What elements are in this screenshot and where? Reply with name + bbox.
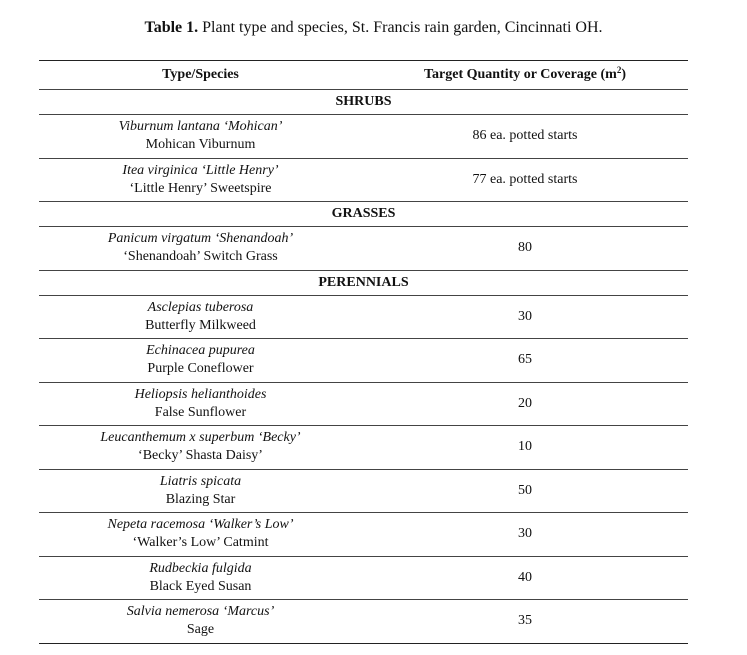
header-type-species: Type/Species	[162, 67, 239, 82]
table-row	[39, 158, 688, 202]
table-row	[39, 295, 688, 339]
table-row	[39, 512, 688, 556]
common-name: ‘Shenandoah’ Switch Grass	[123, 249, 278, 265]
caption-text: Plant type and species, St. Francis rain garden, Cincinnati OH.	[198, 19, 603, 36]
scientific-name: Heliopsis helianthoides	[134, 386, 267, 402]
species-cell	[39, 516, 362, 552]
section-header-perennials: PERENNIALS	[39, 270, 688, 295]
species-cell	[39, 560, 362, 596]
common-name: Sage	[186, 622, 215, 638]
scientific-name: Viburnum lantana ‘Mohican’	[118, 119, 283, 135]
scientific-name: Asclepias tuberosa	[147, 299, 254, 315]
scientific-name: Nepeta racemosa ‘Walker’s Low’	[107, 517, 294, 533]
caption-label: Table 1.	[144, 19, 199, 36]
header-close-paren: )	[621, 67, 627, 82]
table-row	[39, 556, 688, 600]
species-cell	[39, 342, 362, 378]
species-cell	[39, 429, 362, 465]
common-name: Purple Coneflower	[147, 361, 254, 377]
quantity-cell: 20	[518, 395, 532, 411]
quantity-cell: 80	[518, 240, 532, 256]
quantity-cell: 77 ea. potted starts	[472, 171, 578, 187]
section-header-shrubs: SHRUBS	[39, 89, 688, 114]
table-caption	[0, 18, 747, 38]
quantity-cell: 30	[518, 308, 532, 324]
common-name: ‘Becky’ Shasta Daisy’	[138, 448, 263, 464]
species-cell	[39, 299, 362, 335]
species-cell	[39, 162, 362, 198]
quantity-cell: 35	[518, 613, 532, 629]
scientific-name: Leucanthemum x superbum ‘Becky’	[100, 430, 301, 446]
species-cell	[39, 230, 362, 266]
scientific-name: Itea virginica ‘Little Henry’	[122, 162, 279, 178]
scientific-name: Liatris spicata	[159, 473, 242, 489]
table-row	[39, 226, 688, 270]
species-cell	[39, 386, 362, 422]
common-name: Mohican Viburnum	[145, 137, 256, 153]
table-row	[39, 382, 688, 426]
quantity-cell: 86 ea. potted starts	[472, 128, 578, 144]
table-row	[39, 114, 688, 158]
table-body	[39, 89, 688, 643]
quantity-cell: 50	[518, 482, 532, 498]
scientific-name: Salvia nemerosa ‘Marcus’	[126, 604, 275, 620]
header-target-quantity-text: Target Quantity or Coverage (m	[423, 67, 617, 82]
quantity-cell: 30	[518, 526, 532, 542]
table-row	[39, 425, 688, 469]
common-name: ‘Little Henry’ Sweetspire	[129, 180, 272, 196]
common-name: ‘Walker’s Low’ Catmint	[132, 535, 269, 551]
common-name: Black Eyed Susan	[149, 578, 252, 594]
scientific-name: Echinacea pupurea	[146, 343, 255, 359]
common-name: False Sunflower	[154, 404, 247, 420]
plant-table	[39, 60, 688, 644]
scientific-name: Rudbeckia fulgida	[149, 560, 252, 576]
species-cell	[39, 118, 362, 154]
species-cell	[39, 603, 362, 639]
table-row	[39, 469, 688, 513]
quantity-cell: 65	[518, 352, 532, 368]
scientific-name: Panicum virgatum ‘Shenandoah’	[107, 231, 294, 247]
section-header-grasses: GRASSES	[39, 201, 688, 226]
common-name: Blazing Star	[165, 491, 236, 507]
quantity-cell: 10	[518, 439, 532, 455]
common-name: Butterfly Milkweed	[145, 317, 256, 333]
table-header-row	[39, 61, 688, 89]
quantity-cell: 40	[518, 569, 532, 585]
table-row	[39, 599, 688, 643]
species-cell	[39, 473, 362, 509]
header-target-quantity	[362, 67, 688, 83]
table-row	[39, 338, 688, 382]
header-unit-superscript: 2	[616, 65, 622, 75]
